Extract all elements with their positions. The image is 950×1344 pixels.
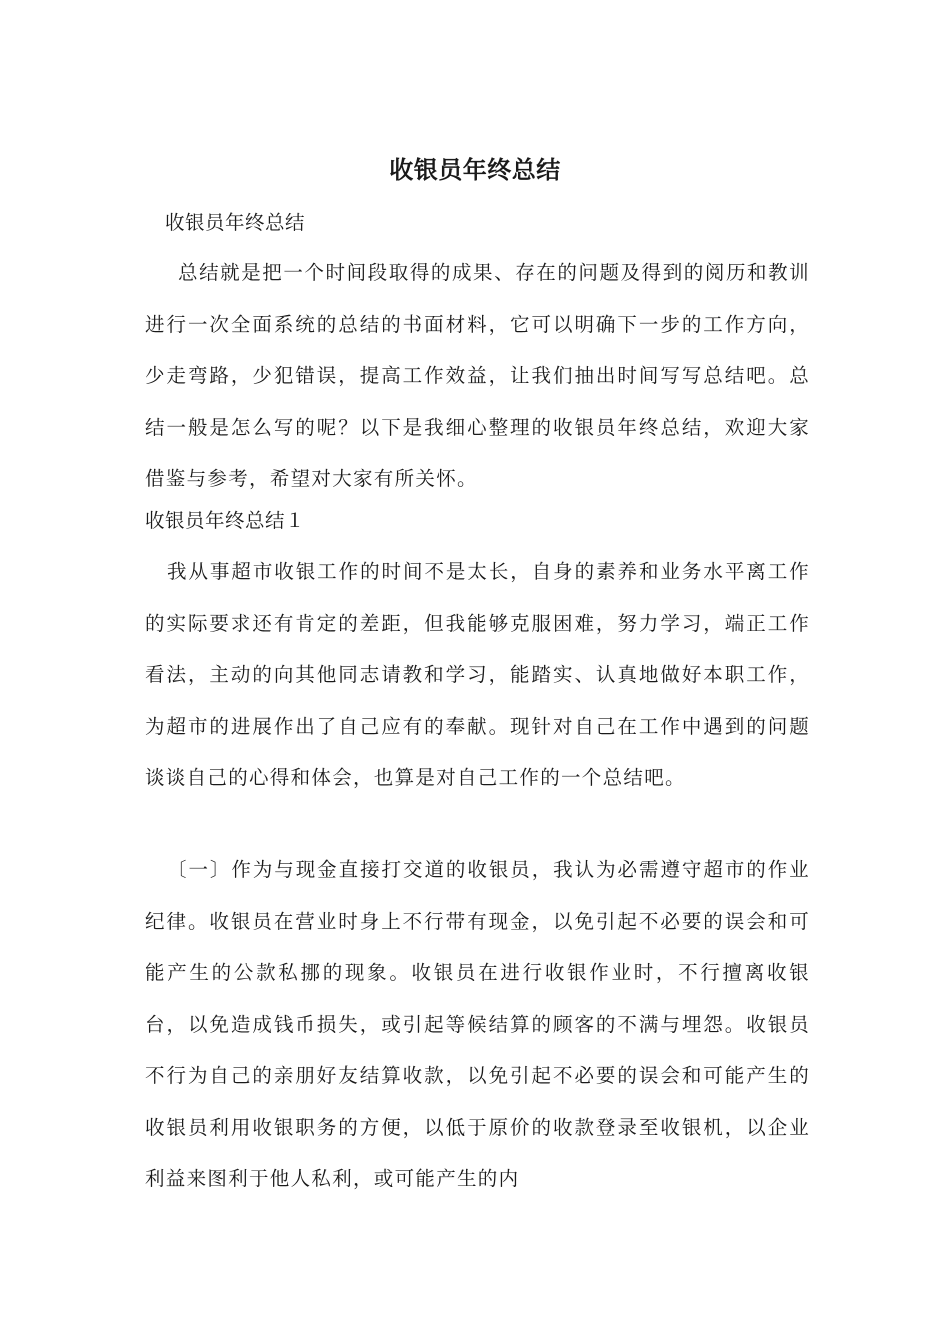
section-heading: 收银员年终总结１ <box>145 509 306 532</box>
document-subtitle: 收银员年终总结 <box>165 211 306 234</box>
body-paragraph-2: 〔一〕作为与现金直接打交道的收银员，我认为必需遵守超市的作业纪律。收银员在营业时身上不行带有现金，以免引起不必要的误会和可能产生的公款私挪的现象。收银员在进行收银作业时，不行擅离收银台，以免造成钱币损失，或引起等候结算的顾客的不满与埋怨。收银员不行为自己的亲朋好友结算收款，以免引起不必要的误会和可能产生的收银员利用收银职务的方便，以低于原价的收款登录至收银机，以企业利益来图利于他人私利，或可能产生的内 <box>145 858 810 1190</box>
body-paragraph-1: 我从事超市收银工作的时间不是太长，自身的素养和业务水平离工作的实际要求还有肯定的差距，但我能够克服困难，努力学习，端正工作看法，主动的向其他同志请教和学习，能踏实、认真地做好本职工作，为超市的进展作出了自己应有的奉献。现针对自己在工作中遇到的问题谈谈自己的心得和体会，也算是对自己工作的一个总结吧。 <box>145 560 810 789</box>
intro-paragraph: 总结就是把一个时间段取得的成果、存在的问题及得到的阅历和教训进行一次全面系统的总结的书面材料，它可以明确下一步的工作方向，少走弯路，少犯错误，提高工作效益，让我们抽出时间写写总结吧。总结一般是怎么写的呢？以下是我细心整理的收银员年终总结，欢迎大家借鉴与参考，希望对大家有所关怀。 <box>145 261 810 490</box>
document-title: 收银员年终总结 <box>389 156 561 184</box>
